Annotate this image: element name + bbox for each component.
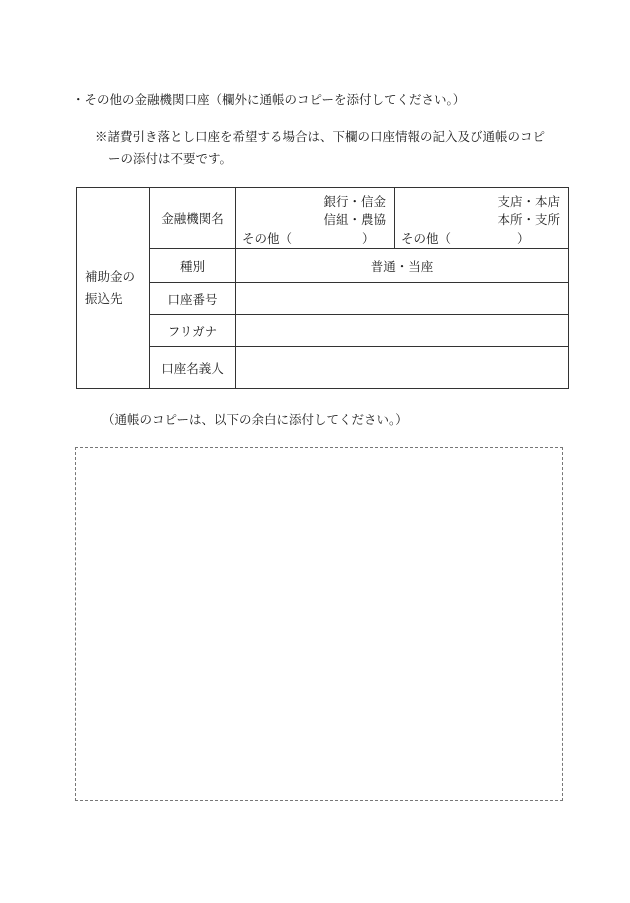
bank-name-field[interactable] — [236, 188, 395, 249]
branch-types-line-2: 本所・支所 — [497, 212, 560, 227]
destination-label-line-1: 補助金の — [85, 269, 136, 284]
branch-other-close: ） — [517, 231, 530, 246]
bank-account-table — [76, 187, 569, 389]
branch-name-field[interactable] — [395, 188, 569, 249]
bank-name-label: 金融機関名 — [150, 188, 236, 249]
bank-types-line-1: 銀行・信金 — [323, 194, 386, 209]
account-type-label: 種別 — [150, 249, 236, 283]
bank-types-line-2: 信組・農協 — [323, 212, 386, 227]
furigana-field[interactable] — [236, 315, 569, 347]
account-number-field[interactable] — [236, 283, 569, 315]
destination-label — [77, 188, 150, 389]
note-text — [95, 126, 585, 170]
bank-other-close: ） — [362, 231, 375, 246]
branch-other-label: その他（ — [401, 231, 452, 246]
section-heading: ・その他の金融機関口座（欄外に通帳のコピーを添付してください。） — [72, 92, 466, 107]
note-line-2: ーの添付は不要です。 — [108, 151, 233, 166]
destination-label-line-2: 振込先 — [85, 291, 123, 306]
account-number-label: 口座番号 — [150, 283, 236, 315]
bank-other-label: その他（ — [242, 231, 293, 246]
note-line-1: ※諸費引き落とし口座を希望する場合は、下欄の口座情報の記入及び通帳のコピ — [95, 129, 546, 144]
branch-types-line-1: 支店・本店 — [497, 194, 560, 209]
furigana-label: フリガナ — [150, 315, 236, 347]
attach-note: （通帳のコピーは、以下の余白に添付してください。） — [102, 412, 408, 427]
account-holder-field[interactable] — [236, 347, 569, 389]
passbook-copy-attach-area — [75, 447, 563, 801]
account-type-options[interactable]: 普通・当座 — [236, 249, 569, 283]
account-holder-label: 口座名義人 — [150, 347, 236, 389]
